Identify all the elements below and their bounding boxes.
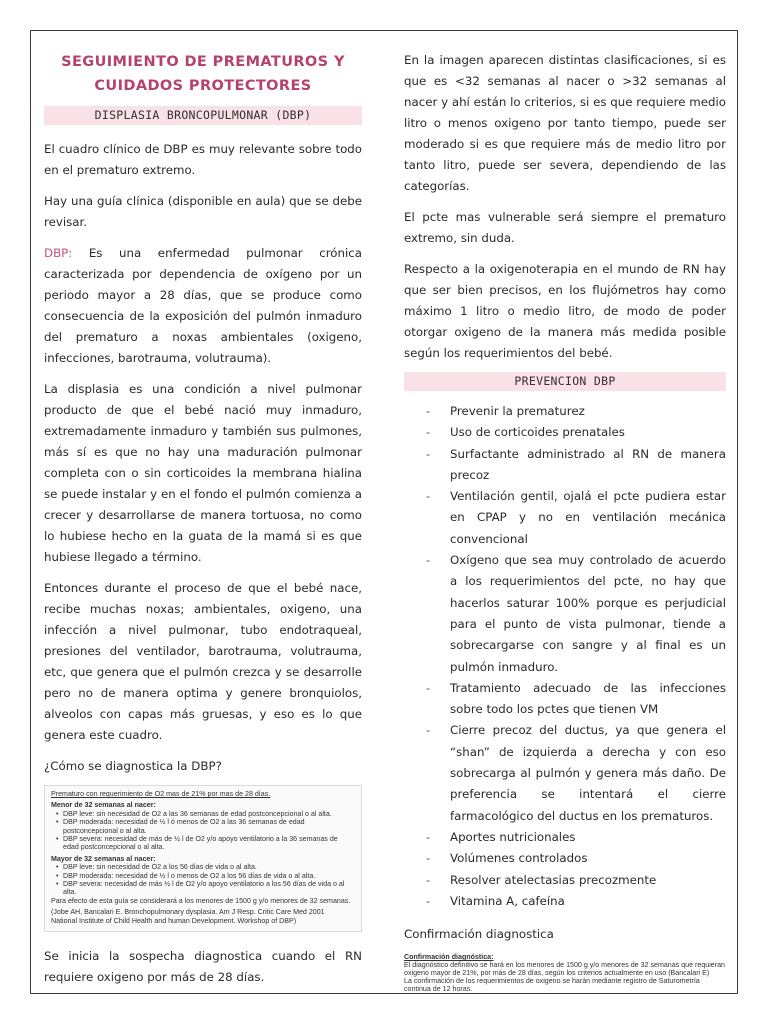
definition-text: Es una enfermedad pulmonar crónica caracterizada por dependencia de oxígeno por un periodo mayor a 28 días, que se produce como consecuencia de la exposición del pulmón inmaduro del prematuro a noxas ambientales (oxigeno, infecciones, barotrauma, volutrauma). — [44, 246, 362, 365]
figure-item: • DBP moderada: necesidad de ½ l o menos de O2 a los 56 días de vida o al alta. — [51, 872, 355, 880]
paragraph-displasia: La displasia es una condición a nivel pulmonar producto de que el bebé nació muy inmaduro, extremadamente inmaduro y también sus pulmones, más sí es que no hay una maduración pulmonar completa con o sin corticoides la membrana hialina se puede instalar y en el fondo el pulmón comienza a crecer y desarrollarse de manera tortuosa, no como lo hubiese hecho en la guata de la mamá si es que hubiese llegado a término. — [44, 382, 362, 564]
confirmation-title: Confirmación diagnóstica: — [404, 953, 494, 962]
figure-header: Prematuro con requerimiento de O2 mas de 21% por mas de 28 días. — [51, 790, 271, 798]
list-item: - Volúmenes controlados — [426, 848, 726, 869]
page-title — [44, 50, 362, 98]
paragraph-vulnerable: El pcte mas vulnerable será siempre el prematuro extremo, sin duda. — [404, 210, 726, 245]
paragraph-question: ¿Cómo se diagnostica la DBP? — [44, 759, 222, 773]
prevention-list — [404, 401, 726, 912]
figure-ref-1: (Jobe AH, Bancalari E. Bronchopulmonary dysplasia. Am J Resp. Critic Care Med 2001 — [51, 908, 325, 917]
figure-ref-2: National Institute of Child Health and human Development. Workshop of DBP) — [51, 916, 297, 925]
figure-note: Para efecto de esta guía se considerará a los menores de 1500 g y/o menores de 32 semanas. — [51, 896, 351, 905]
figure-menor-title: Menor de 32 semanas al nacer: — [51, 801, 156, 810]
list-item: - Resolver atelectasias precozmente — [426, 870, 726, 891]
list-item: - Vitamina A, cafeína — [426, 891, 726, 912]
figure-item: • DBP moderada: necesidad de ½ l ó menos de O2 a las 36 semanas de edad postconcepcional o al alta. — [51, 818, 355, 835]
confirmation-text-2: La confirmación de los requerimientos de oxigeno se harán mediante registro de Saturometría continua de 12 horas. — [404, 977, 700, 994]
section-band-prevencion: PREVENCION DBP — [404, 372, 726, 391]
figure-item: • DBP severa: necesidad de más ½ l de O2 y/o apoyo ventilatorio a los 56 días de vida o al alta. — [51, 880, 355, 897]
section-band-dbp: DISPLASIA BRONCOPULMONAR (DBP) — [44, 106, 362, 125]
paragraph-guide: Hay una guía clínica (disponible en aula) que se debe revisar. — [44, 194, 362, 229]
definition-label: DBP: — [44, 246, 73, 260]
confirmation-image — [404, 953, 726, 993]
left-column — [44, 50, 362, 988]
list-item: - Ventilación gentil, ojalá el pcte pudiera estar en CPAP y no en ventilación mecánica convencional — [426, 486, 726, 550]
paragraph-intro: El cuadro clínico de DBP es muy relevante sobre todo en el prematuro extremo. — [44, 142, 362, 177]
list-item: - Oxígeno que sea muy controlado de acuerdo a los requerimientos del pcte, no hay que hacerlos saturar 100% porque es perjudicial para el punto de vista pulmonar, tiende a sobrecargarse con sangre y al final es un pulmón inmaduro. — [426, 550, 726, 678]
list-item: - Uso de corticoides prenatales — [426, 422, 726, 443]
paragraph-process: Entonces durante el proceso de que el bebé nace, recibe muchas noxas; ambientales, oxigeno, una infección a nivel pulmonar, tubo endotraqueal, presiones del ventilador, barotrauma, volutrauma, etc, que genera que el pulmón crezca y se desarrolle pero no de manera optima y genere bronquiolos, alveolos con capas más gruesas, y eso es lo que genera este cuadro. — [44, 581, 362, 742]
title-line-2: CUIDADOS PROTECTORES — [94, 78, 312, 94]
paragraph-confirmation: Confirmación diagnostica — [404, 927, 554, 942]
list-item: - Tratamiento adecuado de las infecciones sobre todo los pctes que tienen VM — [426, 678, 726, 721]
title-line-1: SEGUIMIENTO DE PREMATUROS Y — [61, 54, 345, 70]
right-column — [404, 50, 726, 993]
list-item: - Aportes nutricionales — [426, 827, 726, 848]
diagnosis-criteria-image — [44, 785, 362, 932]
list-item: - Prevenir la prematurez — [426, 401, 726, 422]
figure-item: • DBP leve: sin necesidad de O2 a las 36 semanas de edad postconcepcional o al alta. — [51, 810, 355, 818]
list-item: - Cierre precoz del ductus, ya que genera el “shan” de izquierda a derecha y con eso sobrecarga al pulmón y genera más daño. De preferencia se intentará el cierre farmacológico del ductus en los prematuros. — [426, 720, 726, 826]
confirmation-text-1: El diagnóstico definitivo se hará en los menores de 1500 g y/o menores de 32 semanas que requieran oxigeno mayor de 21%, por más de 28 días, según los criterios actualmente en uso (Bancalari E) — [404, 961, 725, 978]
figure-item: • DBP leve: sin necesidad de O2 a los 56 días de vida o al alta. — [51, 863, 355, 871]
paragraph-classification: En la imagen aparecen distintas clasificaciones, si es que es <32 semanas al nacer o >32 semanas al nacer y ahí están lo criterios, si es que requiere medio litro o menos oxigeno por tanto tiempo, puede ser moderado si es que requiere más de medio litro por tanto litro, puede ser severa, dependiendo de las categorías. — [404, 53, 726, 193]
paragraph-oxygen: Respecto a la oxigenoterapia en el mundo de RN hay que ser bien precisos, en los flujómetros hay como máximo 1 litro o medio litro, de modo de poder otorgar oxigeno de la manera más medida posible según los requerimientos del bebé. — [404, 262, 726, 360]
paragraph-definition — [44, 243, 362, 369]
paragraph-suspicion: Se inicia la sospecha diagnostica cuando el RN requiere oxigeno por más de 28 días. — [44, 949, 362, 985]
list-item: - Surfactante administrado al RN de manera precoz — [426, 444, 726, 487]
figure-mayor-title: Mayor de 32 semanas al nacer: — [51, 854, 156, 863]
figure-item: • DBP severa: necesidad de más de ½ l de O2 y/o apoyo ventilatorio a la 36 semanas de edad postconcepcional o al alta. — [51, 835, 355, 852]
